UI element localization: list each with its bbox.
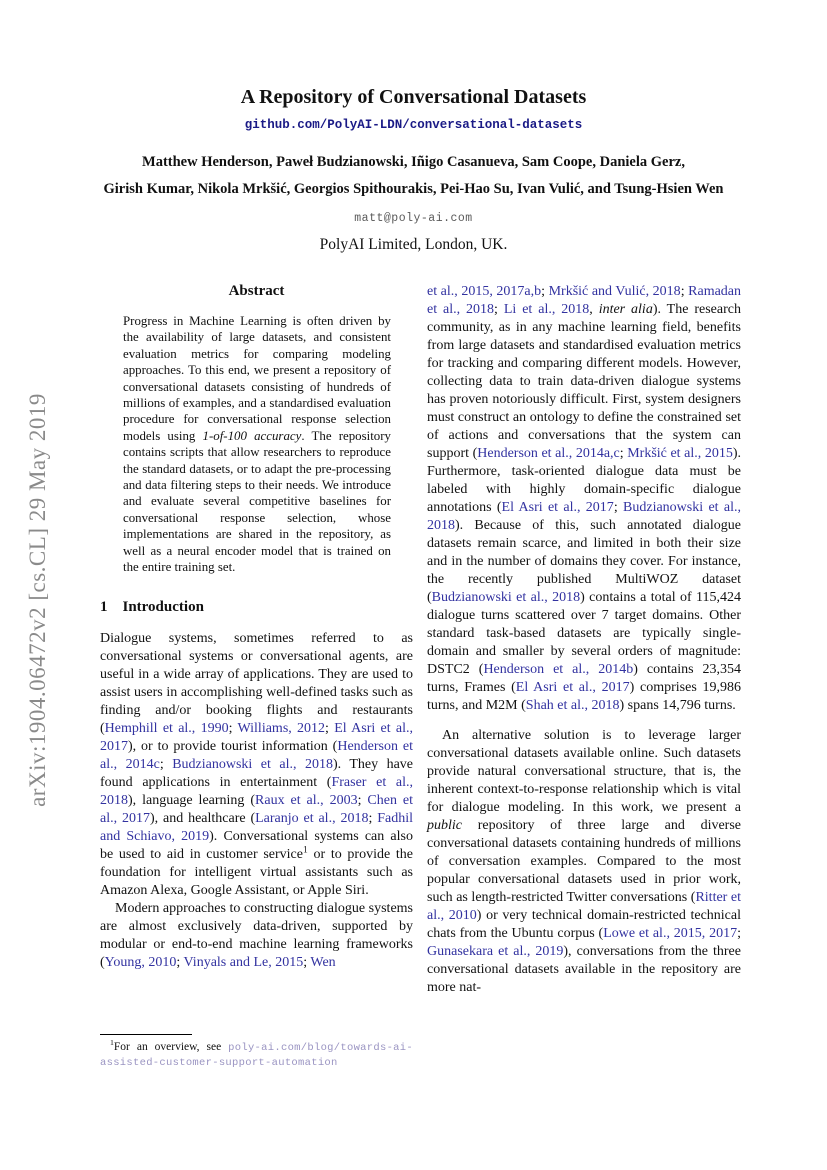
text-span: ), or to provide tourist information (: [128, 738, 338, 754]
citation-link[interactable]: Lowe et al., 2015, 2017: [603, 926, 738, 941]
text-span: ;: [494, 302, 504, 317]
footnote-text: [100, 1040, 413, 1070]
citation-link[interactable]: Raux et al., 2003: [255, 792, 358, 808]
citation-link[interactable]: Vinyals and Le, 2015: [183, 954, 304, 970]
citation-link[interactable]: Budzianowski et al., 2018: [427, 500, 741, 533]
citation-link[interactable]: Henderson et al., 2014b: [483, 662, 634, 677]
text-span: ). Conversational systems can also be used to aid in customer service: [100, 828, 413, 862]
left-column: [100, 283, 413, 972]
text-span: Progress in Machine Learning is often driven by the availability of large datasets, and consistent evaluation metrics for comparing modeling approaches. To this end, we present a repository of conversational datasets consisting of hundreds of millions of examples, and a standardised evaluation procedure for conversational response selection models using: [123, 314, 391, 443]
citation-link[interactable]: Williams, 2012: [237, 720, 326, 736]
section-1-heading: [100, 599, 413, 616]
citation-link[interactable]: Shah et al., 2018: [525, 698, 620, 713]
citation-link[interactable]: Budzianowski et al., 2018: [172, 756, 333, 772]
text-span: ) contains 23,354 turns, Frames (: [427, 662, 742, 695]
citation-link[interactable]: Young, 2010: [104, 954, 177, 970]
arxiv-watermark: arXiv:1904.06472v2 [cs.CL] 29 May 2019: [25, 393, 50, 807]
citation-link[interactable]: Laranjo et al., 2018: [255, 810, 369, 826]
text-span: For an overview, see: [113, 1041, 229, 1053]
citation-link[interactable]: Mrkšić and Vulić, 2018: [548, 284, 681, 299]
intro-paragraph-2: [100, 900, 413, 972]
text-span: . The repository contains scripts that allow researchers to reproduce the standard datasets, or to adapt the pre-processing and data filtering steps to their needs. We introduce and evaluate several competitive baselines for conversational response selection, whose implementations are shared in the repository, as well as a neural encoder model that is trained on the entire training set.: [123, 428, 391, 575]
intro-paragraph-2-continued: [427, 283, 741, 715]
section-number: 1: [100, 598, 108, 615]
text-span: ;: [303, 954, 311, 970]
text-span: Dialogue systems, sometimes referred to as conversational systems or conversational agents, are useful in a wide array of applications. They are used to assist users in accomplishing well-defined tasks such as finding and/or booking flights and restaurants (: [100, 630, 413, 736]
abstract-heading: Abstract: [228, 283, 285, 299]
text-span: An alternative solution is to leverage larger conversational datasets available online. Such datasets provide natural conversational structure, that is, the inherent context-to-response relationship which is vital for dialogue modeling. In this work, we present a: [427, 728, 741, 815]
citation-link[interactable]: El Asri et al., 2017: [501, 500, 614, 515]
right-column: [427, 283, 741, 997]
text-span: Modern approaches to constructing dialogue systems are almost exclusively data-driven, supported by modular or end-to-end machine learning frameworks (: [100, 900, 413, 970]
text-span: ,: [589, 302, 599, 317]
abstract-text: [123, 313, 391, 576]
citation-link[interactable]: et al., 2015, 2017a,b: [427, 284, 542, 299]
inline-url-link[interactable]: poly-ai.com/blog/towards-ai-assisted-customer-support-automation: [100, 1042, 413, 1069]
text-span: ). Because of this, such annotated dialogue datasets remain scarce, and limited in both their size and in the number of domains they cover. For instance, the recently published MultiWOZ dataset (: [427, 518, 741, 605]
text-span: ;: [176, 954, 184, 970]
citation-link[interactable]: El Asri et al., 2017: [515, 680, 630, 695]
text-span: ;: [680, 284, 689, 299]
paper-title: A Repository of Conversational Datasets: [240, 86, 587, 108]
citation-link[interactable]: Mrkšić et al., 2015: [627, 446, 733, 461]
text-span: ;: [541, 284, 549, 299]
authors-block: [0, 149, 827, 203]
footnote-rule: [100, 1034, 192, 1035]
section-title: Introduction: [122, 598, 204, 615]
citation-link[interactable]: Henderson et al., 2014c: [100, 738, 413, 772]
citation-link[interactable]: Chen et al., 2017: [100, 792, 414, 826]
intro-paragraph-1: [100, 630, 413, 900]
text-span: ;: [737, 926, 741, 941]
text-span: ;: [159, 756, 173, 772]
citation-link[interactable]: Gunasekara et al., 2019: [427, 944, 564, 959]
text-span: ), and healthcare (: [149, 810, 256, 826]
text-span: ) or very technical domain-restricted technical chats from the Ubuntu corpus (: [427, 908, 741, 941]
text-span: ), language learning (: [128, 792, 256, 808]
author-email: matt@poly-ai.com: [354, 212, 473, 225]
text-span: ;: [357, 792, 368, 808]
citation-link[interactable]: Li et al., 2018: [503, 302, 590, 317]
text-span: ). Furthermore, task-oriented dialogue data must be labeled with highly domain-specific dialogue annotations (: [427, 446, 741, 515]
superscript: 1: [110, 1038, 114, 1048]
citation-link[interactable]: Budzianowski et al., 2018: [431, 590, 581, 605]
text-span: repository of three large and diverse conversational datasets containing hundreds of millions of conversation examples. Compared to the most popular conversational datasets used in prior work, such as length-restricted Twitter conversations (: [427, 818, 741, 905]
superscript: 1: [302, 844, 308, 855]
repository-link[interactable]: github.com/PolyAI-LDN/conversational-datasets: [244, 118, 583, 132]
text-span: ). They have found applications in entertainment (: [100, 756, 414, 790]
text-span: ;: [228, 720, 238, 736]
intro-paragraph-3: [427, 727, 741, 997]
text-span: ;: [325, 720, 335, 736]
text-span: ;: [368, 810, 378, 826]
citation-link[interactable]: Fadhil and Schiavo, 2019: [100, 810, 413, 844]
text-span: or to provide the foundation for intelligent virtual assistants such as Amazon Alexa, Google Assistant, or Apple Siri.: [100, 846, 414, 898]
citation-link[interactable]: Fraser et al., 2018: [100, 774, 414, 808]
citation-link[interactable]: El Asri et al., 2017: [100, 720, 414, 754]
text-span: ) spans 14,796 turns.: [619, 698, 736, 713]
italic-text: public: [427, 818, 462, 833]
text-span: ). The research community, as in any machine learning field, benefits from large datasets and standardised evaluation metrics for tracking and comparing different models. However, collecting data to train data-driven dialogue systems has proven notoriously difficult. First, system designers must construct an ontology to define the constrained set of actions and conversations that the system can support (: [427, 302, 741, 461]
citation-link[interactable]: Henderson et al., 2014a,c: [477, 446, 620, 461]
paper-header: [0, 86, 827, 254]
text-span: ), conversations from the three conversational datasets available in the repository are more nat-: [427, 944, 741, 995]
citation-link[interactable]: Ritter et al., 2010: [427, 890, 741, 923]
text-span: ) comprises 19,986 turns, and M2M (: [427, 680, 741, 713]
italic-text: 1-of-100 accuracy: [202, 428, 302, 443]
authors-line-1: Matthew Henderson, Paweł Budzianowski, Iñigo Casanueva, Sam Coope, Daniela Gerz,: [142, 154, 685, 170]
text-span: ;: [613, 500, 624, 515]
text-span: ;: [619, 446, 628, 461]
text-span: ) contains a total of 115,424 dialogue turns scattered over 7 target domains. Other standard task-based datasets are typically single-domain and smaller by several orders of magnitude: DSTC2 (: [427, 590, 741, 677]
citation-link[interactable]: Wen: [310, 954, 336, 970]
affiliation: PolyAI Limited, London, UK.: [319, 236, 508, 253]
citation-link[interactable]: Hemphill et al., 1990: [104, 720, 229, 736]
italic-text: inter alia: [598, 302, 653, 317]
footnote-block: [100, 1034, 413, 1070]
authors-line-2: Girish Kumar, Nikola Mrkšić, Georgios Spithourakis, Pei-Hao Su, Ivan Vulić, and Tsung-Hsien Wen: [103, 181, 724, 197]
citation-link[interactable]: Ramadan et al., 2018: [427, 284, 742, 317]
